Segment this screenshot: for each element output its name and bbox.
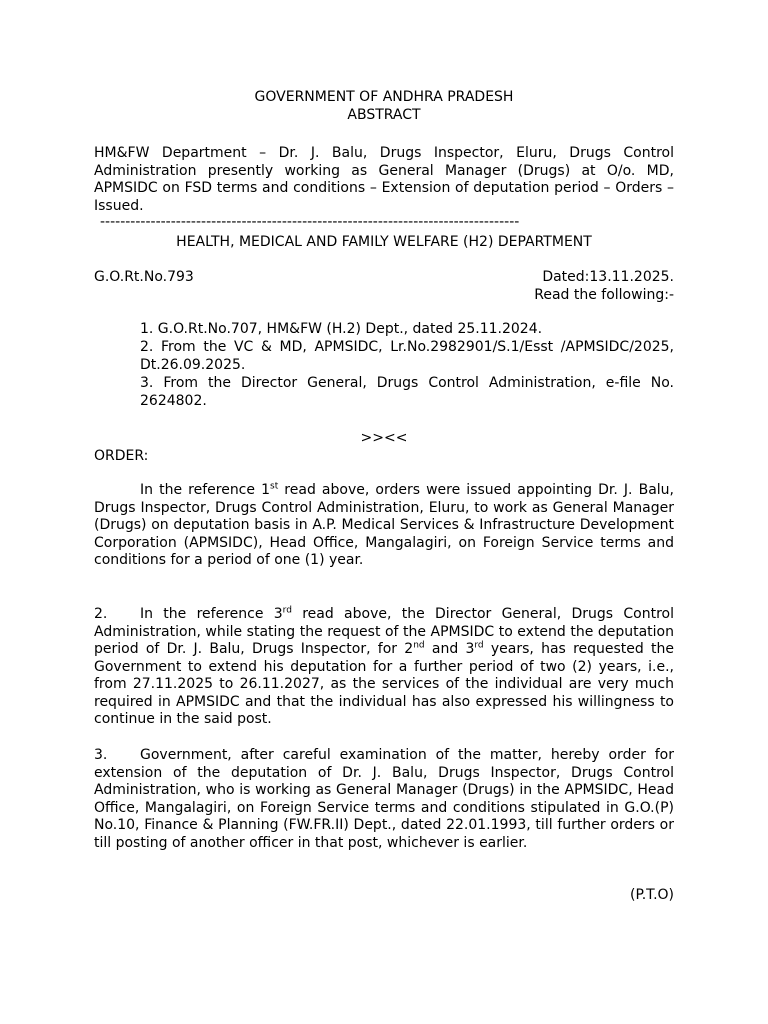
- para2-number: 2.: [94, 606, 108, 622]
- para1-post: read above, orders were issued appointing Dr. J. Balu, Drugs Inspector, Drugs Control Administration, Eluru, to work as General Manager (Drugs) on deputation basis in A.P. Medical Services & Infrastructure Development Corporation (APMSIDC), Head Office, Mangalagiri, on Foreign Service terms and conditions for a period of one (1) year.: [94, 482, 674, 568]
- para2-pre: In the reference 3: [140, 606, 283, 622]
- reference-1: 1. G.O.Rt.No.707, HM&FW (H.2) Dept., dated 25.11.2024.: [140, 321, 543, 337]
- para2-post: years, has requested the Government to extend his deputation for a further period of two (2) years, i.e., from 27.11.2025 to 26.11.2027, as the services of the individual are very much required in APMSIDC and that the individual has also expressed his willingness to continue in the said post.: [94, 641, 675, 727]
- para1-sup: st: [270, 481, 279, 492]
- para2-sup3: rd: [474, 640, 484, 651]
- paragraph-2: [94, 606, 674, 729]
- separator-line: -----------------------------------------------------------------------------------: [100, 215, 520, 229]
- abstract-heading: ABSTRACT: [347, 107, 421, 123]
- government-heading: GOVERNMENT OF ANDHRA PRADESH: [254, 89, 514, 105]
- divider-mark: >><<: [360, 430, 408, 446]
- para2-mid2: and 3: [424, 641, 475, 657]
- paragraph-1: [94, 482, 674, 570]
- order-heading: ORDER:: [94, 448, 149, 464]
- para3-number: 3.: [94, 747, 108, 763]
- para1-pre: In the reference 1: [140, 482, 270, 498]
- read-following: Read the following:-: [534, 287, 674, 303]
- department-heading: HEALTH, MEDICAL AND FAMILY WELFARE (H2) DEPARTMENT: [176, 234, 592, 250]
- go-number: G.O.Rt.No.793: [94, 269, 194, 285]
- subject-text: HM&FW Department – Dr. J. Balu, Drugs Inspector, Eluru, Drugs Control Administration presently working as General Manager (Drugs) at O/o. MD, APMSIDC on FSD terms and conditions – Extension of deputation period – Orders – Issued.: [94, 145, 674, 214]
- order-date: Dated:13.11.2025.: [542, 269, 674, 285]
- paragraph-3: [94, 747, 674, 852]
- para2-mid1: read above, the Director General, Drugs Control Administration, while stating the request of the APMSIDC to extend the deputation period of Dr. J. Balu, Drugs Inspector, for 2: [94, 606, 674, 657]
- para3-text: Government, after careful examination of the matter, hereby order for extension of the deputation of Dr. J. Balu, Drugs Inspector, Drugs Control Administration, who is working as General Manager (Drugs) in the APMSIDC, Head Office, Mangalagiri, on Foreign Service terms and conditions stipulated in G.O.(P) No.10, Finance & Planning (FW.FR.II) Dept., dated 22.01.1993, till further orders or till posting of another officer in that post, whichever is earlier.: [94, 747, 674, 851]
- reference-3: 3. From the Director General, Drugs Control Administration, e-file No. 2624802.: [140, 375, 674, 409]
- reference-2: 2. From the VC & MD, APMSIDC, Lr.No.2982901/S.1/Esst /APMSIDC/2025, Dt.26.09.2025.: [140, 339, 674, 373]
- para2-sup1: rd: [282, 605, 292, 616]
- pto-note: (P.T.O): [630, 887, 674, 903]
- para2-sup2: nd: [413, 640, 425, 651]
